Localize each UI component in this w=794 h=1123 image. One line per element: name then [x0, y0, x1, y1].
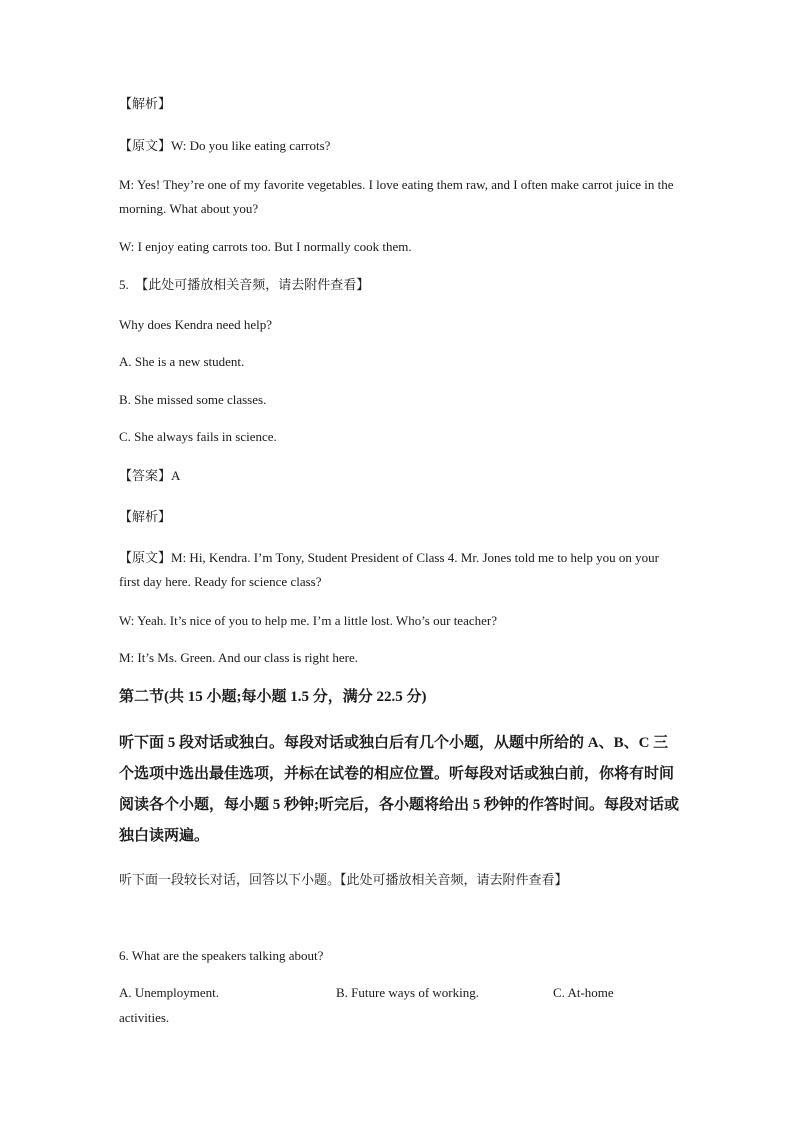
q6-option-b: B. Future ways of working. [336, 985, 479, 1000]
q4-transcript-m1: M: Yes! They’re one of my favorite vegetables. I love eating them raw, and I often make carrot juice in the morning. What about you? [119, 177, 674, 216]
q5-transcript-prefix: 【原文】 [119, 550, 172, 565]
q6-option-c-continuation: activities. [119, 1010, 170, 1025]
q6-options-row [119, 981, 679, 1005]
q6-option-c: C. At-home [553, 985, 614, 1000]
q4-transcript-prefix: 【原文】 [119, 138, 172, 153]
q5-transcript-w1: W: Yeah. It’s nice of you to help me. I’m a little lost. Who’s our teacher? [119, 613, 497, 628]
section2-heading: 第二节(共 15 小题;每小题 1.5 分，满分 22.5 分) [119, 689, 427, 705]
section2-instructions: 听下面 5 段对话或独白。每段对话或独白后有几个小题，从题中所给的 A、B、C 三个选项中选出最佳选项，并标在试卷的相应位置。听每段对话或独白前，你将有时间阅读各个小题，每小题 5 秒钟;听完后，各小题将给出 5 秒钟的作答时间。每段对话或独白读两遍。 [119, 735, 679, 844]
q5-number: 5. [119, 277, 129, 292]
q5-answer-label: 【答案】 [119, 468, 172, 483]
q5-question: Why does Kendra need help? [119, 317, 273, 332]
q6-option-a: A. Unemployment. [119, 985, 220, 1000]
q5-analysis-label: 【解析】 [119, 509, 172, 524]
q5-option-c: C. She always fails in science. [119, 429, 277, 444]
q5-answer-value: A [171, 468, 181, 483]
q5-transcript-m1-text: M: Hi, Kendra. I’m Tony, Student President of Class 4. Mr. Jones told me to help you on your first day here. Ready for science class? [119, 550, 660, 589]
section2-intro: 听下面一段较长对话，回答以下小题。【此处可播放相关音频，请去附件查看】 [119, 872, 568, 887]
q4-transcript-w1 [119, 134, 679, 158]
q5-answer [119, 464, 679, 488]
q4-transcript-w2: W: I enjoy eating carrots too. But I normally cook them. [119, 239, 412, 254]
q5-transcript-m2: M: It’s Ms. Green. And our class is right here. [119, 650, 359, 665]
q5-header [119, 273, 679, 297]
q5-option-b: B. She missed some classes. [119, 392, 267, 407]
q5-audio-note: 【此处可播放相关音频，请去附件查看】 [135, 277, 370, 292]
q5-transcript-m1 [119, 546, 679, 594]
q4-analysis-label: 【解析】 [119, 96, 172, 111]
q6-question: 6. What are the speakers talking about? [119, 948, 324, 963]
q4-transcript-w1-text: W: Do you like eating carrots? [171, 138, 331, 153]
q5-option-a: A. She is a new student. [119, 354, 245, 369]
